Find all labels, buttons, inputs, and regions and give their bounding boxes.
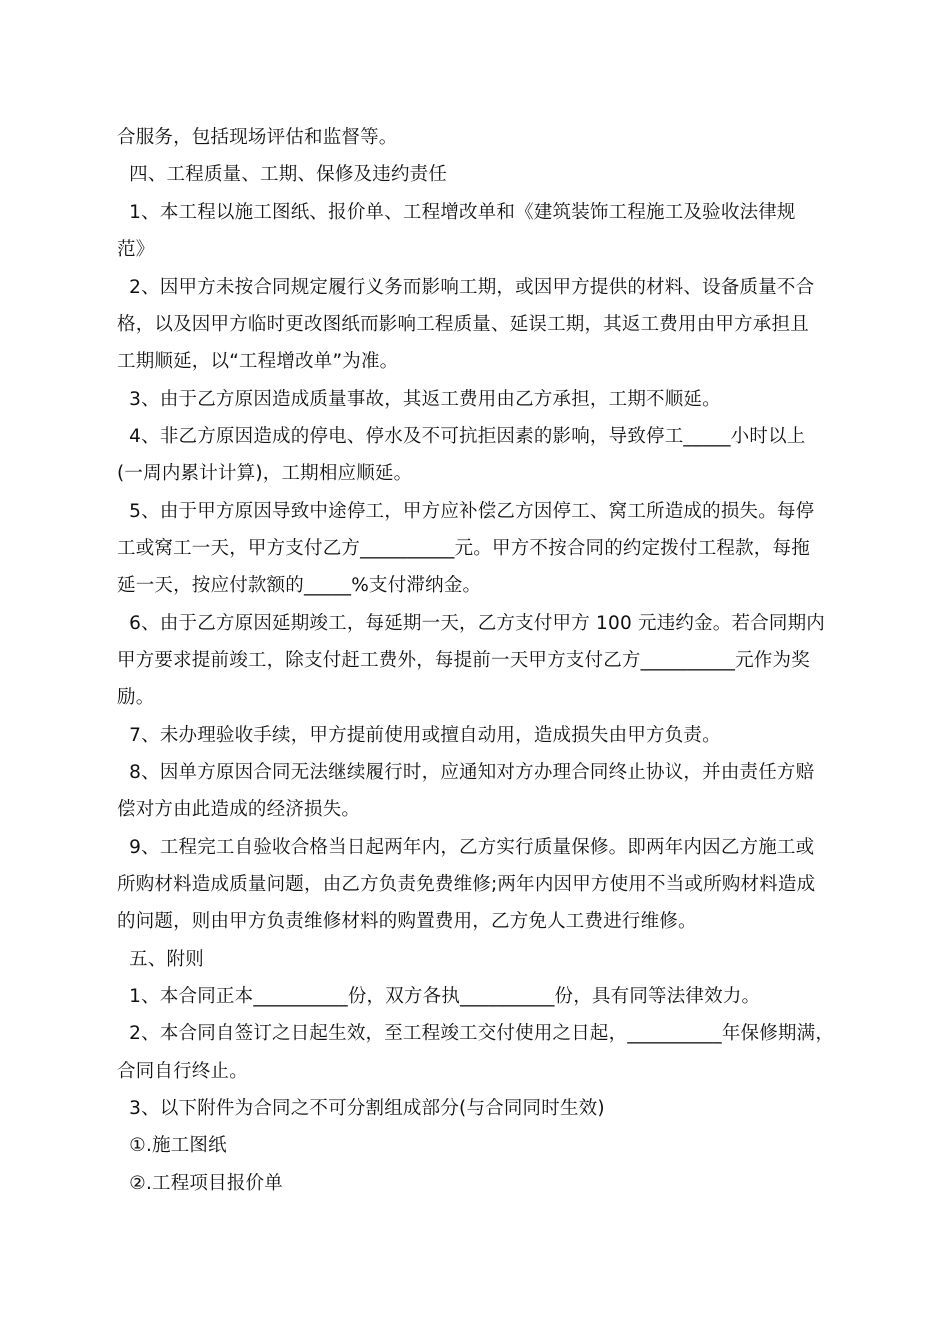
text-line: 格，以及因甲方临时更改图纸而影响工程质量、延误工期，其返工费用由甲方承担且 xyxy=(117,314,809,335)
text-line: 2、本合同自签订之日起生效，至工程竣工交付使用之日起，__________年保修期满， xyxy=(117,1023,835,1044)
text-line: 1、本合同正本__________份，双方各执__________份，具有同等法律效力。 xyxy=(117,986,761,1007)
text-line: 合同自行终止。 xyxy=(117,1061,248,1082)
text-line: 3、以下附件为合同之不可分割组成部分(与合同同时生效) xyxy=(117,1098,605,1119)
text-line: 9、工程完工自验收合格当日起两年内，乙方实行质量保修。即两年内因乙方施工或 xyxy=(117,837,815,858)
attachment-item: ①.施工图纸 xyxy=(117,1135,227,1156)
text-line: 工期顺延，以“工程增改单”为准。 xyxy=(117,351,399,372)
text-line: 3、由于乙方原因造成质量事故，其返工费用由乙方承担，工期不顺延。 xyxy=(117,389,721,410)
attachment-item: ②.工程项目报价单 xyxy=(117,1173,283,1194)
text-line: 4、非乙方原因造成的停电、停水及不可抗拒因素的影响，导致停工_____小时以上 xyxy=(117,426,806,447)
text-line: 偿对方由此造成的经济损失。 xyxy=(117,799,361,820)
text-line: 8、因单方原因合同无法继续履行时，应通知对方办理合同终止协议，并由责任方赔 xyxy=(117,762,815,783)
text-line: 所购材料造成质量问题，由乙方负责免费维修;两年内因甲方使用不当或所购材料造成 xyxy=(117,874,816,895)
text-line: 7、未办理验收手续，甲方提前使用或擅自动用，造成损失由甲方负责。 xyxy=(117,725,721,746)
text-line: 2、因甲方未按合同规定履行义务而影响工期，或因甲方提供的材料、设备质量不合 xyxy=(117,277,815,298)
text-line: 范》 xyxy=(117,239,155,260)
section-heading-5: 五、附则 xyxy=(117,949,204,970)
text-line: 励。 xyxy=(117,687,155,708)
section-heading-4: 四、工程质量、工期、保修及违约责任 xyxy=(117,164,448,185)
text-line: 工或窝工一天，甲方支付乙方__________元。甲方不按合同的约定拨付工程款，每拖 xyxy=(117,538,810,559)
text-line: (一周内累计计算)，工期相应顺延。 xyxy=(117,463,413,484)
text-line: 合服务，包括现场评估和监督等。 xyxy=(117,127,398,148)
text-line: 1、本工程以施工图纸、报价单、工程增改单和《建筑装饰工程施工及验收法律规 xyxy=(117,202,796,223)
text-line: 5、由于甲方原因导致中途停工，甲方应补偿乙方因停工、窝工所造成的损失。每停 xyxy=(117,501,815,522)
text-line: 6、由于乙方原因延期竣工，每延期一天，乙方支付甲方 100 元违约金。若合同期内 xyxy=(117,613,826,634)
text-line: 延一天，按应付款额的_____%支付滞纳金。 xyxy=(117,575,482,596)
text-line: 甲方要求提前竣工，除支付赶工费外，每提前一天甲方支付乙方__________元作为奖 xyxy=(117,650,810,671)
text-line: 的问题，则由甲方负责维修材料的购置费用，乙方免人工费进行维修。 xyxy=(117,911,697,932)
